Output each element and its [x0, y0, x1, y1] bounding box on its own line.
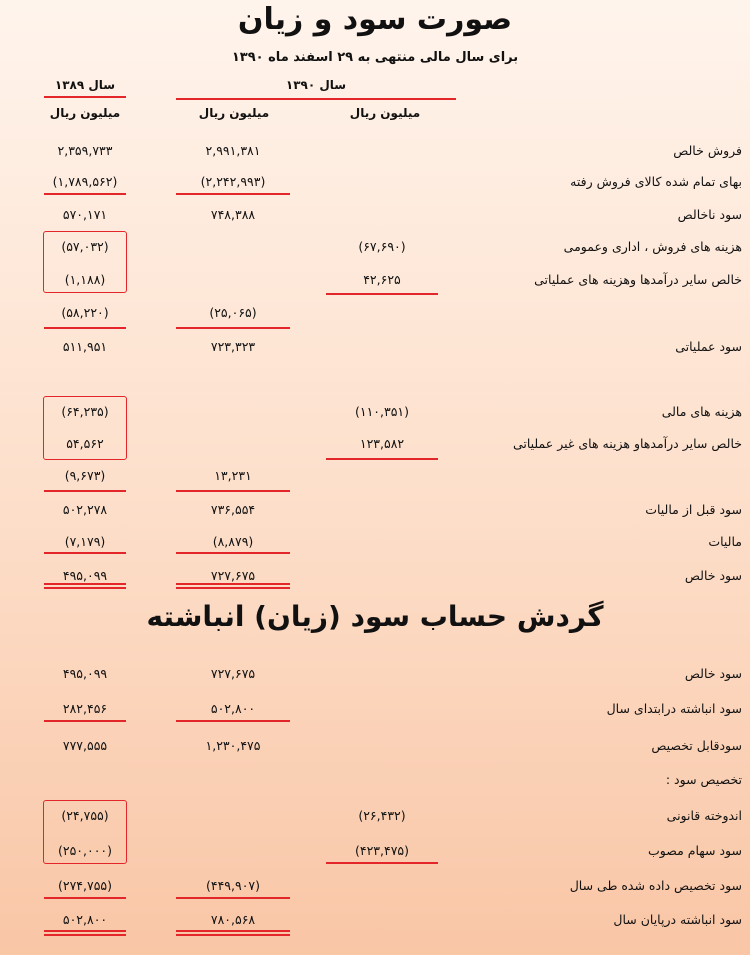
unit-label-a: میلیون ریال: [349, 106, 421, 120]
year-current-label: سال ۱۳۹۰: [285, 78, 347, 92]
box-stmt-expenses-c: [43, 231, 127, 293]
value-cell-c: (۲۷۴,۷۵۵): [57, 878, 112, 893]
value-cell-b: ۱۳,۲۳۱: [214, 468, 252, 483]
row-label: خالص سایر درآمدها وهزینه های عملیاتی: [534, 272, 742, 287]
value-cell-c: ۵۴,۵۶۲: [66, 436, 104, 451]
value-cell-c: (۷,۱۷۹): [64, 534, 106, 549]
underline-stmt-other-a: [326, 293, 438, 295]
value-cell-c: (۱,۱۸۸): [64, 272, 106, 287]
underline-stmt-nonop-a: [326, 458, 438, 460]
value-cell-b: (۸,۸۷۹): [212, 534, 254, 549]
value-cell-b: ۷۲۳,۳۲۳: [210, 339, 256, 354]
underline-stmt-cogs-b: [176, 193, 290, 195]
row-label: هزینه های فروش ، اداری وعمومی: [563, 239, 742, 254]
double-underline-ret-closing-c: [44, 930, 126, 932]
value-cell-a: (۴۲۳,۴۷۵): [354, 843, 409, 858]
value-cell-c: (۱,۷۸۹,۵۶۲): [52, 174, 118, 189]
row-label: سود انباشته درپایان سال: [613, 912, 742, 927]
double-underline-ret-closing-b: [176, 930, 290, 932]
row-label: سود انباشته درابتدای سال: [606, 701, 742, 716]
value-cell-b: ۷۸۰,۵۶۸: [210, 912, 256, 927]
underline-stmt-cogs-c: [44, 193, 126, 195]
value-cell-a: (۱۱۰,۳۵۱): [354, 404, 409, 419]
value-cell-c: (۹,۶۷۳): [64, 468, 106, 483]
underline-ret-allocated-c: [44, 897, 126, 899]
underline-ret-opening-b: [176, 720, 290, 722]
value-cell-b: ۷۲۷,۶۷۵: [210, 666, 256, 681]
table-row: [0, 137, 750, 167]
value-cell-a: ۴۲,۶۲۵: [363, 272, 401, 287]
value-cell-b: (۴۴۹,۹۰۷): [205, 878, 260, 893]
value-cell-c: ۵۰۲,۲۷۸: [62, 502, 108, 517]
row-label: سود تخصیص داده شده طی سال: [569, 878, 742, 893]
value-cell-c: ۴۹۵,۰۹۹: [62, 568, 108, 583]
row-label: بهای تمام شده کالای فروش رفته: [570, 174, 742, 189]
row-label: سود قبل از مالیات: [645, 502, 742, 517]
year-prior-rule: [44, 96, 126, 98]
table-row: [0, 766, 750, 796]
table-row: [0, 299, 750, 329]
year-current-rule: [176, 98, 456, 100]
row-label: خالص سایر درآمدهاو هزینه های غیر عملیاتی: [512, 436, 742, 451]
value-cell-c: ۵۷۰,۱۷۱: [62, 207, 108, 222]
underline-stmt-subtotal-c: [44, 327, 126, 329]
value-cell-c: (۶۴,۲۳۵): [61, 404, 109, 419]
value-cell-c: ۵۰۲,۸۰۰: [62, 912, 108, 927]
table-row: [0, 333, 750, 363]
unit-label-b: میلیون ریال: [198, 106, 270, 120]
value-cell-a: (۲۶,۴۳۲): [358, 808, 406, 823]
double-underline-stmt-net-c: [44, 583, 126, 585]
row-label: تخصیص سود :: [665, 772, 742, 787]
value-cell-b: ۷۳۶,۵۵۴: [210, 502, 256, 517]
row-label: سودقابل تخصیص: [651, 738, 742, 753]
statement-title: صورت سود و زیان: [237, 2, 513, 37]
value-cell-c: (۲۵۰,۰۰۰): [57, 843, 112, 858]
underline-stmt-tax-c: [44, 552, 126, 554]
row-label: مالیات: [708, 534, 742, 549]
row-label: سود ناخالص: [677, 207, 742, 222]
double-underline-stmt-net-b: [176, 583, 290, 585]
underline-stmt-subtotal-b: [176, 327, 290, 329]
retained-earnings-title: گردش حساب سود (زیان) انباشته: [146, 600, 604, 633]
row-label: هزینه های مالی: [661, 404, 742, 419]
box-ret-allocations-c: [43, 800, 127, 864]
table-row: [0, 732, 750, 762]
underline-ret-opening-c: [44, 720, 126, 722]
table-row: [0, 462, 750, 492]
row-label: سود سهام مصوب: [648, 843, 742, 858]
row-label: سود خالص: [684, 568, 742, 583]
underline-stmt-nonop-b: [176, 490, 290, 492]
underline-ret-dividends-a: [326, 862, 438, 864]
row-label: سود خالص: [684, 666, 742, 681]
value-cell-b: (۲,۲۴۲,۹۹۳): [200, 174, 266, 189]
year-prior-label: سال ۱۳۸۹: [54, 78, 116, 92]
value-cell-c: ۷۷۷,۵۵۵: [62, 738, 108, 753]
value-cell-a: ۱۲۳,۵۸۲: [359, 436, 405, 451]
underline-ret-allocated-b: [176, 897, 290, 899]
value-cell-b: ۷۴۸,۳۸۸: [210, 207, 256, 222]
underline-stmt-nonop-c: [44, 490, 126, 492]
row-label: سود عملیاتی: [675, 339, 742, 354]
value-cell-c: ۲۸۲,۴۵۶: [62, 701, 108, 716]
value-cell-b: ۱,۲۳۰,۴۷۵: [205, 738, 261, 753]
table-row: [0, 660, 750, 690]
value-cell-b: ۷۲۷,۶۷۵: [210, 568, 256, 583]
row-label: اندوخته قانونی: [666, 808, 742, 823]
value-cell-b: ۵۰۲,۸۰۰: [210, 701, 256, 716]
table-row: [0, 201, 750, 231]
unit-label-c: میلیون ریال: [49, 106, 121, 120]
underline-stmt-tax-b: [176, 552, 290, 554]
value-cell-c: (۵۷,۰۳۲): [61, 239, 109, 254]
value-cell-c: ۴۹۵,۰۹۹: [62, 666, 108, 681]
value-cell-c: ۲,۳۵۹,۷۳۳: [57, 143, 113, 158]
value-cell-c: ۵۱۱,۹۵۱: [62, 339, 108, 354]
table-row: [0, 562, 750, 592]
row-label: فروش خالص: [673, 143, 742, 158]
value-cell-c: (۵۸,۲۲۰): [61, 305, 109, 320]
table-row: [0, 496, 750, 526]
box-stmt-financial-c: [43, 396, 127, 460]
value-cell-c: (۲۴,۷۵۵): [61, 808, 109, 823]
value-cell-b: ۲,۹۹۱,۳۸۱: [205, 143, 261, 158]
statement-subtitle: برای سال مالی منتهی به ۲۹ اسفند ماه ۱۳۹۰: [231, 50, 519, 65]
value-cell-b: (۲۵,۰۶۵): [209, 305, 257, 320]
value-cell-a: (۶۷,۶۹۰): [358, 239, 406, 254]
